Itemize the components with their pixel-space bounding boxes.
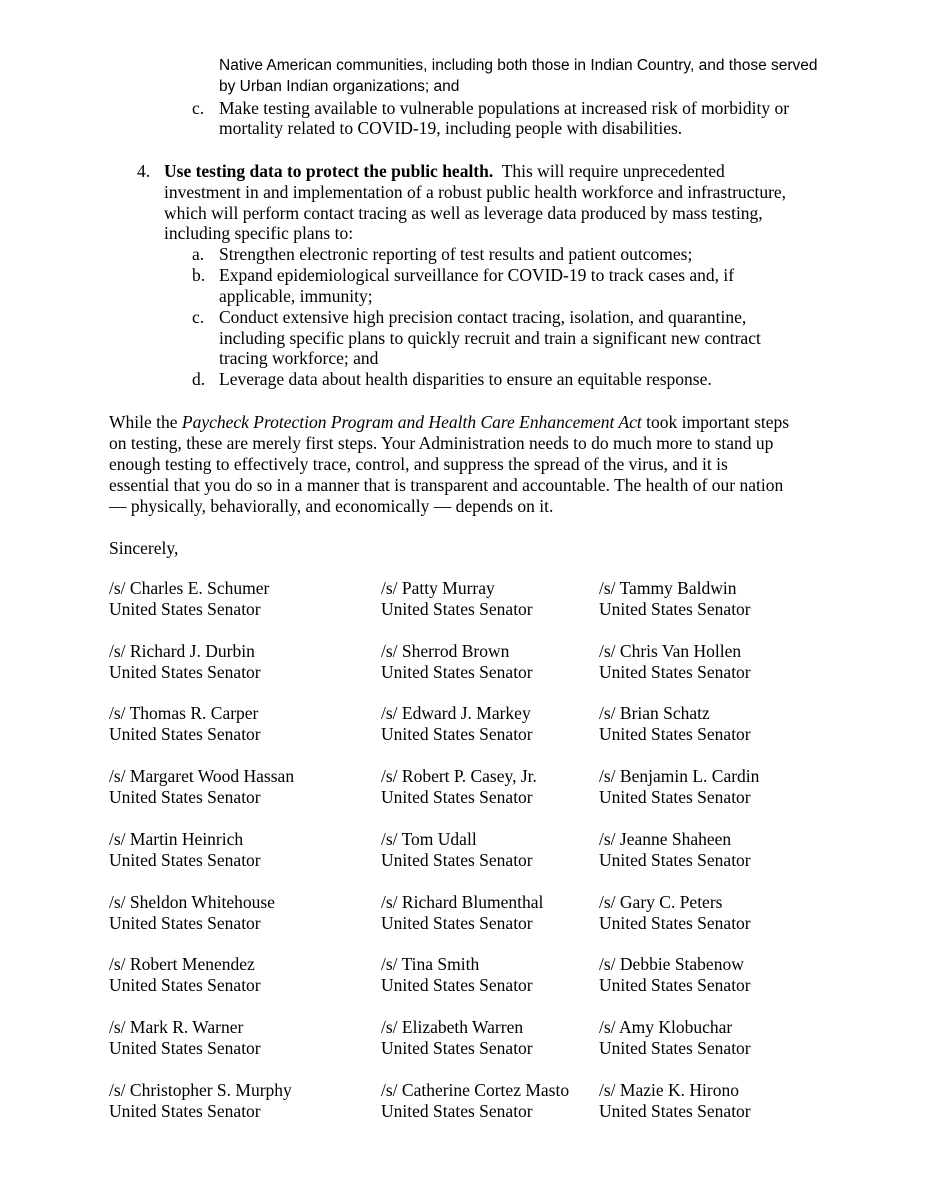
signature-title: United States Senator [599,1037,751,1058]
subitem-b-line-2: applicable, immunity; [219,286,373,306]
signature-name: /s/ Gary C. Peters [599,891,723,912]
closing-line-1-pre: While the [109,412,178,432]
item-c-line-2: mortality related to COVID-19, including people with disabilities. [219,118,683,138]
act-name: Paycheck Protection Program and Health Care Enhancement Act [181,412,642,432]
signature-name: /s/ Sherrod Brown [381,640,510,661]
section-4-marker: 4. [137,161,151,181]
signature-name: /s/ Benjamin L. Cardin [599,766,760,787]
item-b-line-2: by Urban Indian organizations; and [219,78,460,95]
signature-title: United States Senator [109,661,261,682]
signature-name: /s/ Debbie Stabenow [599,954,744,975]
signature-title: United States Senator [109,787,261,808]
signature-name: /s/ Sheldon Whitehouse [109,891,275,912]
signature-title: United States Senator [381,1100,533,1121]
closing-line-4: essential that you do so in a manner that is transparent and accountable. The health of our nation [109,475,784,495]
signature-title: United States Senator [381,724,533,745]
signature-name: /s/ Mark R. Warner [109,1016,244,1037]
signature-name: /s/ Mazie K. Hirono [599,1079,739,1100]
closing-line-5: — physically, behaviorally, and economically — depends on it. [109,496,554,516]
signature-name: /s/ Christopher S. Murphy [109,1079,292,1100]
signature-title: United States Senator [109,1037,261,1058]
signature-title: United States Senator [599,912,751,933]
subitem-d-marker: d. [192,369,206,389]
subitem-c-line-2: including specific plans to quickly recruit and train a significant new contract [219,328,761,348]
signature-title: United States Senator [381,599,533,619]
signature-name: /s/ Tom Udall [381,828,477,849]
section-4-heading: Use testing data to protect the public health. [164,161,494,181]
signature-name: /s/ Charles E. Schumer [109,578,270,598]
signature-title: United States Senator [599,661,751,682]
signature-title: United States Senator [381,661,533,682]
subitem-c-line-1: Conduct extensive high precision contact tracing, isolation, and quarantine, [219,307,747,327]
item-c-marker: c. [192,98,205,118]
signature-title: United States Senator [381,975,533,996]
subitem-d-line-1: Leverage data about health disparities to ensure an equitable response. [219,369,712,389]
signature-name: /s/ Robert P. Casey, Jr. [381,766,537,787]
signature-title: United States Senator [381,912,533,933]
signature-name: /s/ Tina Smith [381,954,480,975]
signature-name: /s/ Jeanne Shaheen [599,828,732,849]
signature-name: /s/ Thomas R. Carper [109,703,259,724]
subitem-b-line-1: Expand epidemiological surveillance for COVID-19 to track cases and, if [219,265,735,285]
signature-title: United States Senator [381,787,533,808]
signature-name: /s/ Edward J. Markey [381,703,531,724]
closing-line-1 [109,412,789,433]
subitem-c-line-3: tracing workforce; and [219,348,379,368]
signature-title: United States Senator [109,975,261,996]
signature-name: /s/ Catherine Cortez Masto [381,1079,570,1100]
closing-line-3: enough testing to effectively trace, control, and suppress the spread of the virus, and it is [109,454,728,474]
signature-name: /s/ Amy Klobuchar [599,1016,733,1037]
signature-title: United States Senator [599,787,751,808]
section-4-line-3: which will perform contact tracing as well as leverage data produced by mass testing, [164,203,763,223]
signature-name: /s/ Patty Murray [381,578,495,598]
subitem-b-marker: b. [192,265,206,285]
section-4-line-4: including specific plans to: [164,223,354,243]
signature-title: United States Senator [599,724,751,745]
section-4-first-line [164,161,725,182]
signature-title: United States Senator [599,599,751,619]
signature-name: /s/ Martin Heinrich [109,828,244,849]
subitem-c-marker: c. [192,307,205,327]
closing-line-1-post: took important steps [646,412,790,432]
signature-title: United States Senator [381,1037,533,1058]
signature-name: /s/ Chris Van Hollen [599,640,742,661]
item-b-line-1: Native American communities, including both those in Indian Country, and those served [219,57,818,74]
signature-name: /s/ Richard J. Durbin [109,640,255,661]
signature-name: /s/ Margaret Wood Hassan [109,766,295,787]
subitem-a-line-1: Strengthen electronic reporting of test results and patient outcomes; [219,244,693,264]
section-4-line-2: investment in and implementation of a robust public health workforce and infrastructure, [164,182,787,202]
signature-title: United States Senator [109,599,261,619]
signature-name: /s/ Tammy Baldwin [599,578,737,598]
signature-title: United States Senator [109,849,261,870]
signature-title: United States Senator [599,1100,751,1121]
signature-title: United States Senator [109,912,261,933]
signature-title: United States Senator [599,975,751,996]
signature-title: United States Senator [599,849,751,870]
item-c-line-1: Make testing available to vulnerable populations at increased risk of morbidity or [219,98,790,118]
closing-line-2: on testing, these are merely first steps. Your Administration needs to do much more to stand up [109,433,774,453]
signature-title: United States Senator [381,849,533,870]
signature-name: /s/ Richard Blumenthal [381,891,544,912]
signature-title: United States Senator [109,1100,261,1121]
signature-name: /s/ Robert Menendez [109,954,255,975]
signature-name: /s/ Elizabeth Warren [381,1016,524,1037]
signature-name: /s/ Brian Schatz [599,703,710,724]
signature-title: United States Senator [109,724,261,745]
salutation: Sincerely, [109,538,179,558]
section-4-first-line-rest: This will require unprecedented [501,161,725,181]
subitem-a-marker: a. [192,244,205,264]
